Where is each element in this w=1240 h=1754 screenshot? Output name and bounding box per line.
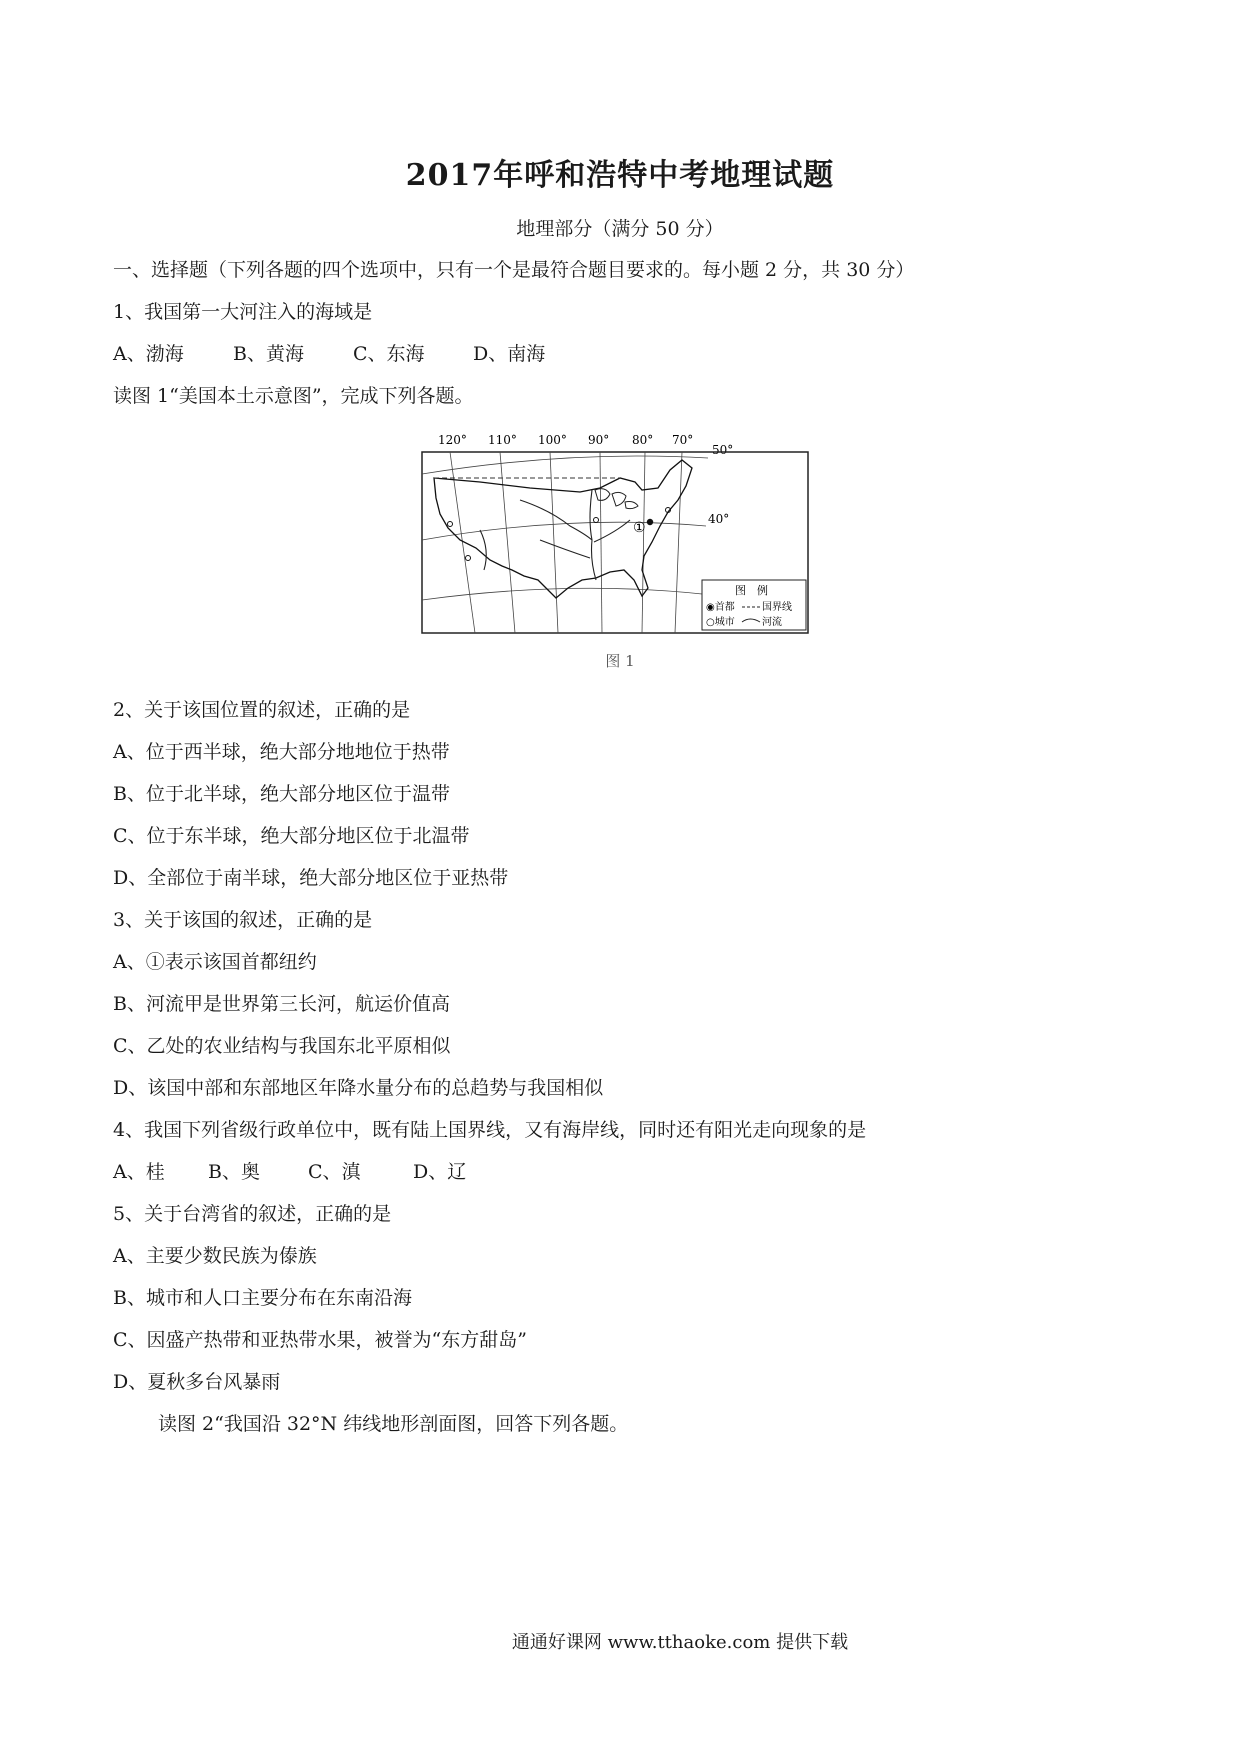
city-marker [594,518,599,523]
q1-option-b: B、黄海 [233,343,304,365]
lon-label: 100° [538,433,567,447]
marker-circle-1: ① [633,520,646,536]
lat-label: 40° [708,512,730,526]
city-marker [466,556,471,561]
question-5-stem: 5、关于台湾省的叙述，正确的是 [113,1203,392,1225]
city-marker [448,522,453,527]
question-1-options [113,342,545,366]
q5-option-c: C、因盛产热带和亚热带水果，被誉为“东方甜岛” [113,1329,527,1351]
q2-option-c: C、位于东半球，绝大部分地区位于北温带 [113,825,470,847]
q1-option-a: A、渤海 [113,343,184,365]
page-title: 2017年呼和浩特中考地理试题 [405,158,835,193]
great-lakes [595,489,638,509]
legend-item: ◉首都 [706,602,735,613]
question-1-stem: 1、我国第一大河注入的海域是 [113,301,373,323]
q5-option-b: B、城市和人口主要分布在东南沿海 [113,1287,412,1309]
question-3-stem: 3、关于该国的叙述，正确的是 [113,909,373,931]
reading-prompt-2: 读图 2“我国沿 32°N 纬线地形剖面图，回答下列各题。 [158,1413,629,1435]
capital-marker [647,519,653,525]
reading-prompt-1: 读图 1“美国本土示意图”，完成下列各题。 [113,385,474,407]
page-footer: 通通好课网 www.tthaoke.com 提供下载 [511,1632,849,1653]
q4-option-c: C、滇 [308,1161,361,1183]
map-legend [702,580,806,630]
q1-option-c: C、东海 [353,343,425,365]
lon-label: 90° [588,433,610,447]
q2-option-b: B、位于北半球，绝大部分地区位于温带 [113,783,450,805]
q4-option-d: D、辽 [413,1161,467,1183]
question-4-options [113,1160,466,1184]
q2-option-d: D、全部位于南半球，绝大部分地区位于亚热带 [113,867,509,889]
page-subtitle: 地理部分（满分 50 分） [516,218,724,240]
lon-label: 120° [438,433,467,447]
lon-label: 80° [632,433,654,447]
lon-label: 70° [672,433,694,447]
q3-option-c: C、乙处的农业结构与我国东北平原相似 [113,1035,451,1057]
question-2-stem: 2、关于该国位置的叙述，正确的是 [113,699,411,721]
legend-title: 图 例 [735,584,768,597]
legend-item: ○城市 [706,617,735,628]
q5-option-d: D、夏秋多台风暴雨 [113,1371,281,1393]
legend-item: 河流 [762,617,782,628]
q5-option-a: A、主要少数民族为傣族 [113,1245,317,1267]
lat-label: 50° [712,443,734,457]
q4-option-b: B、奥 [208,1161,260,1183]
section-heading: 一、选择题（下列各题的四个选项中，只有一个是最符合题目要求的。每小题 2 分，共 30 分） [113,259,915,281]
q3-option-b: B、河流甲是世界第三长河，航运价值高 [113,993,450,1015]
lon-label: 110° [488,433,517,447]
us-map-figure [420,430,810,635]
legend-item: 国界线 [762,602,792,613]
us-outline [434,460,692,598]
q2-option-a: A、位于西半球，绝大部分地地位于热带 [113,741,450,763]
q3-option-d: D、该国中部和东部地区年降水量分布的总趋势与我国相似 [113,1077,604,1099]
q1-option-d: D、南海 [473,343,546,365]
figure-caption: 图 1 [605,652,635,670]
q3-option-a: A、①表示该国首都纽约 [113,951,317,973]
question-4-stem: 4、我国下列省级行政单位中，既有陆上国界线，又有海岸线，同时还有阳光走向现象的是 [113,1119,867,1141]
q4-option-a: A、桂 [113,1161,165,1183]
